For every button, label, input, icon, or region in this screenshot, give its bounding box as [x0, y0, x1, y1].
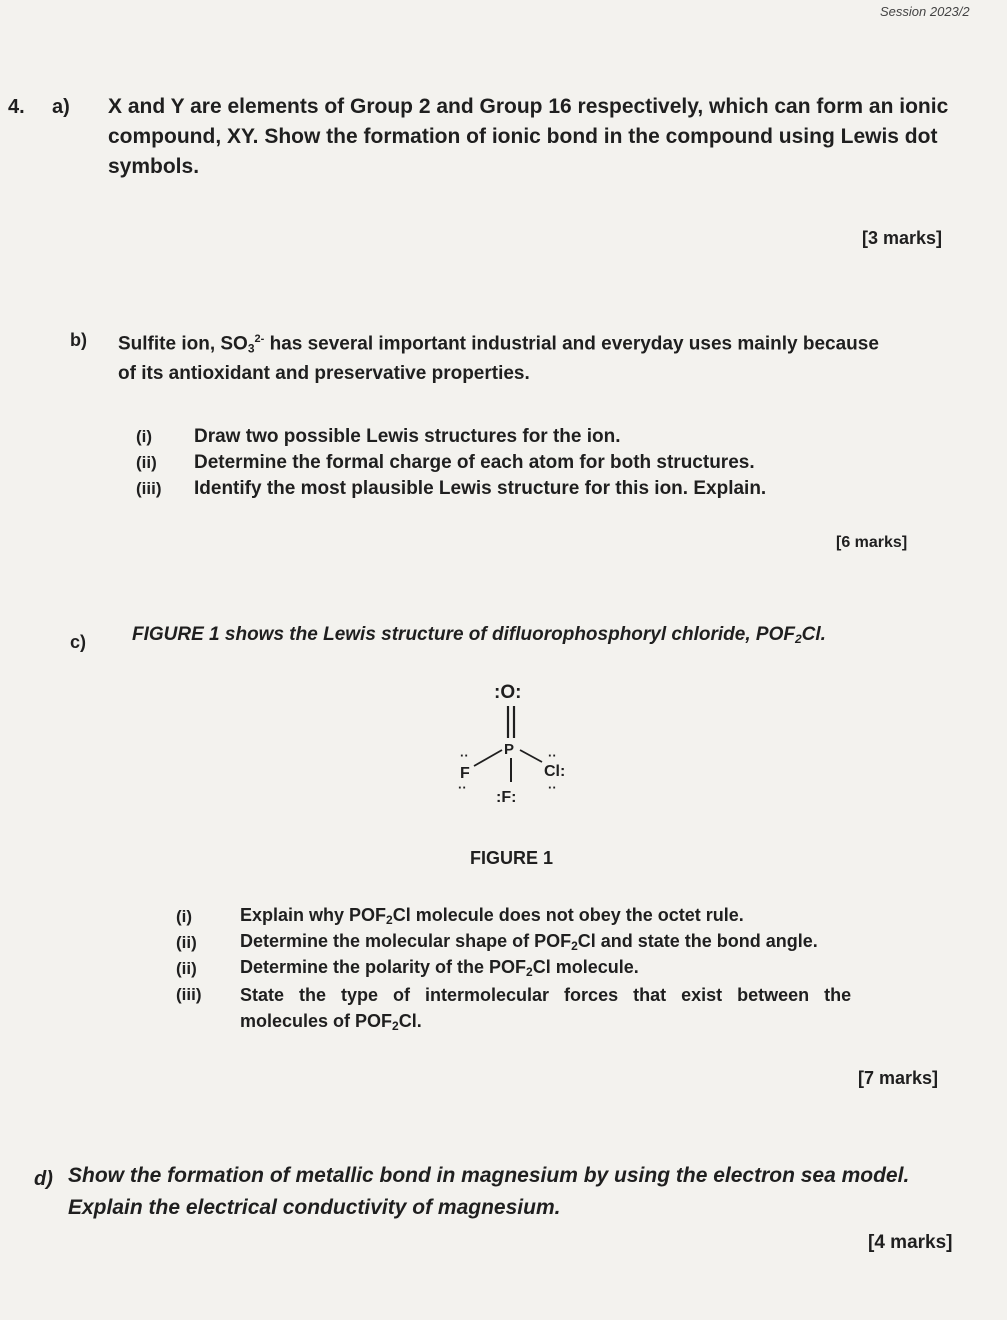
part-b-line-2: of its antioxidant and preservative properties.	[118, 363, 530, 385]
atom-o: :O:	[494, 682, 522, 703]
lone-pair: ··	[548, 780, 557, 795]
atom-p: P	[504, 741, 515, 758]
figure-title: FIGURE 1	[470, 848, 554, 868]
part-d-line-1: Show the formation of metallic bond in magnesium by using the electron sea model.	[68, 1164, 910, 1187]
part-a-line-2: compound, XY. Show the formation of ionic bond in the compound using Lewis dot	[108, 125, 938, 148]
part-a-line-3: symbols.	[108, 155, 200, 178]
lewis-structure-figure	[430, 670, 600, 815]
part-d-marks: [4 marks]	[868, 1232, 953, 1253]
part-c-item: (ii) Determine the molecular shape of $POF_2Cl$ and state the bond angle.	[176, 930, 818, 953]
atom-cl: Cl:	[544, 763, 566, 780]
part-b-label: b)	[70, 330, 87, 350]
atom-f-bottom: :F:	[496, 789, 517, 806]
part-c-item: (ii) Determine the polarity of the $POF_2Cl$ molecule.	[176, 956, 639, 979]
bond-p-cl	[520, 750, 542, 762]
part-d-line-2: Explain the electrical conductivity of magnesium.	[68, 1196, 561, 1219]
part-c-subquestions	[176, 904, 956, 1034]
part-b-line-1: Sulfite ion, $SO_3^{2-}$ has several important industrial and everyday uses mainly because	[118, 333, 879, 356]
question-number: 4.	[8, 96, 25, 118]
part-d-label: d)	[34, 1168, 53, 1190]
part-b-item: (i) Draw two possible Lewis structures for the ion.	[136, 426, 621, 447]
part-b-item: (ii) Determine the formal charge of each atom for both structures.	[136, 452, 755, 473]
atom-f-left: F	[460, 765, 470, 782]
part-a-label: a)	[52, 96, 70, 118]
part-c-marks: [7 marks]	[858, 1068, 939, 1088]
lone-pair: ··	[458, 780, 467, 795]
session-header: Session 2023/2	[880, 4, 970, 19]
part-b-intro	[118, 326, 978, 387]
part-d-question	[68, 1160, 998, 1224]
part-c-item: (iii) State the type of intermolecular forces that exist between the	[176, 985, 852, 1005]
part-a-marks: [3 marks]	[862, 228, 943, 248]
bond-p-f-left	[474, 750, 502, 766]
part-c-item-continuation: molecules of $POF_2Cl$.	[240, 1011, 422, 1033]
part-b-marks: [6 marks]	[836, 534, 908, 551]
lone-pair: ··	[548, 748, 557, 763]
lone-pair: ··	[460, 748, 469, 763]
part-c-intro: FIGURE 1 shows the Lewis structure of difluorophosphoryl chloride, $POF_2Cl$.	[132, 624, 826, 646]
part-c-item: (i) Explain why $POF_2Cl$ molecule does not obey the octet rule.	[176, 904, 744, 927]
part-b-subquestions	[136, 424, 836, 502]
part-b-item: (iii) Identify the most plausible Lewis structure for this ion. Explain.	[136, 478, 767, 499]
part-c-label: c)	[70, 632, 87, 652]
part-a-line-1: X and Y are elements of Group 2 and Group 16 respectively, which can form an ionic	[108, 95, 949, 118]
part-a-question	[108, 92, 988, 182]
